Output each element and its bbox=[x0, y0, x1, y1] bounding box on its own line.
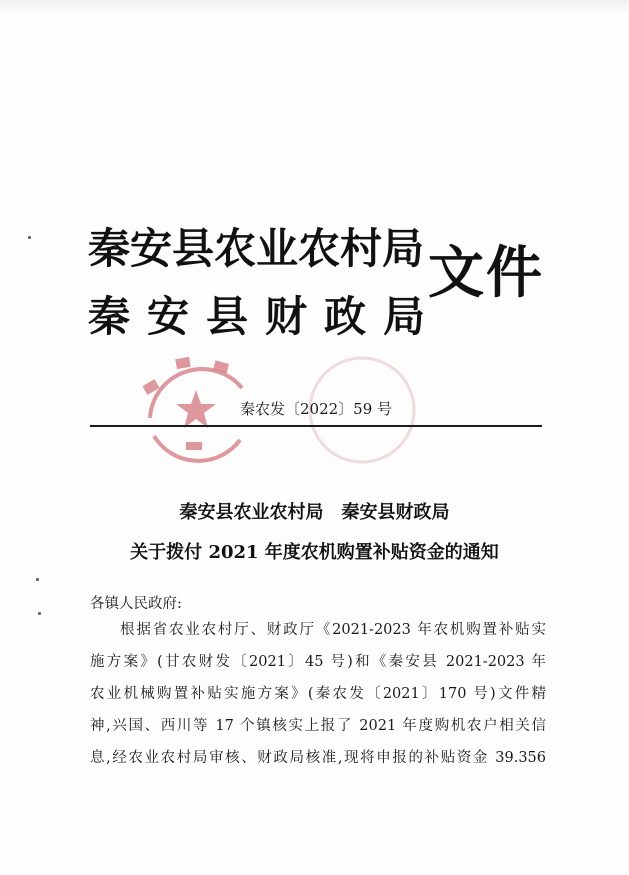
scan-speck bbox=[36, 578, 39, 581]
issuer-finance-bureau: 秦安县财政局 bbox=[88, 292, 443, 341]
body-line: 根据省农业农村厅、财政厅《2021-2023 年农机购置补贴实 bbox=[120, 622, 546, 638]
scan-speck bbox=[28, 236, 31, 239]
body-line: 施方案》(甘农财发〔2021〕45 号)和《秦安县 2021-2023 年 bbox=[90, 654, 546, 670]
body-line: 农业机械购置补贴实施方案》(秦农发〔2021〕170 号)文件精 bbox=[90, 686, 546, 702]
scan-edge-shade bbox=[0, 0, 629, 14]
notice-title-subject: 关于拨付 2021 年度农机购置补贴资金的通知 bbox=[130, 542, 499, 563]
addressee: 各镇人民政府: bbox=[90, 596, 182, 612]
body-line: 神,兴国、西川等 17 个镇核实上报了 2021 年度购机农户相关信 bbox=[90, 718, 546, 734]
document-number: 秦农发〔2022〕59 号 bbox=[240, 400, 393, 418]
body-line: 息,经农业农村局审核、财政局核准,现将申报的补贴资金 39.356 bbox=[90, 750, 546, 766]
issuer-agriculture-bureau: 秦安县农业农村局 bbox=[88, 224, 425, 273]
document-type-label: 文件 bbox=[428, 241, 544, 306]
letterhead-divider bbox=[90, 425, 542, 427]
scan-speck bbox=[38, 612, 41, 615]
notice-title-issuers: 秦安县农业农村局 秦安县财政局 bbox=[179, 502, 450, 523]
